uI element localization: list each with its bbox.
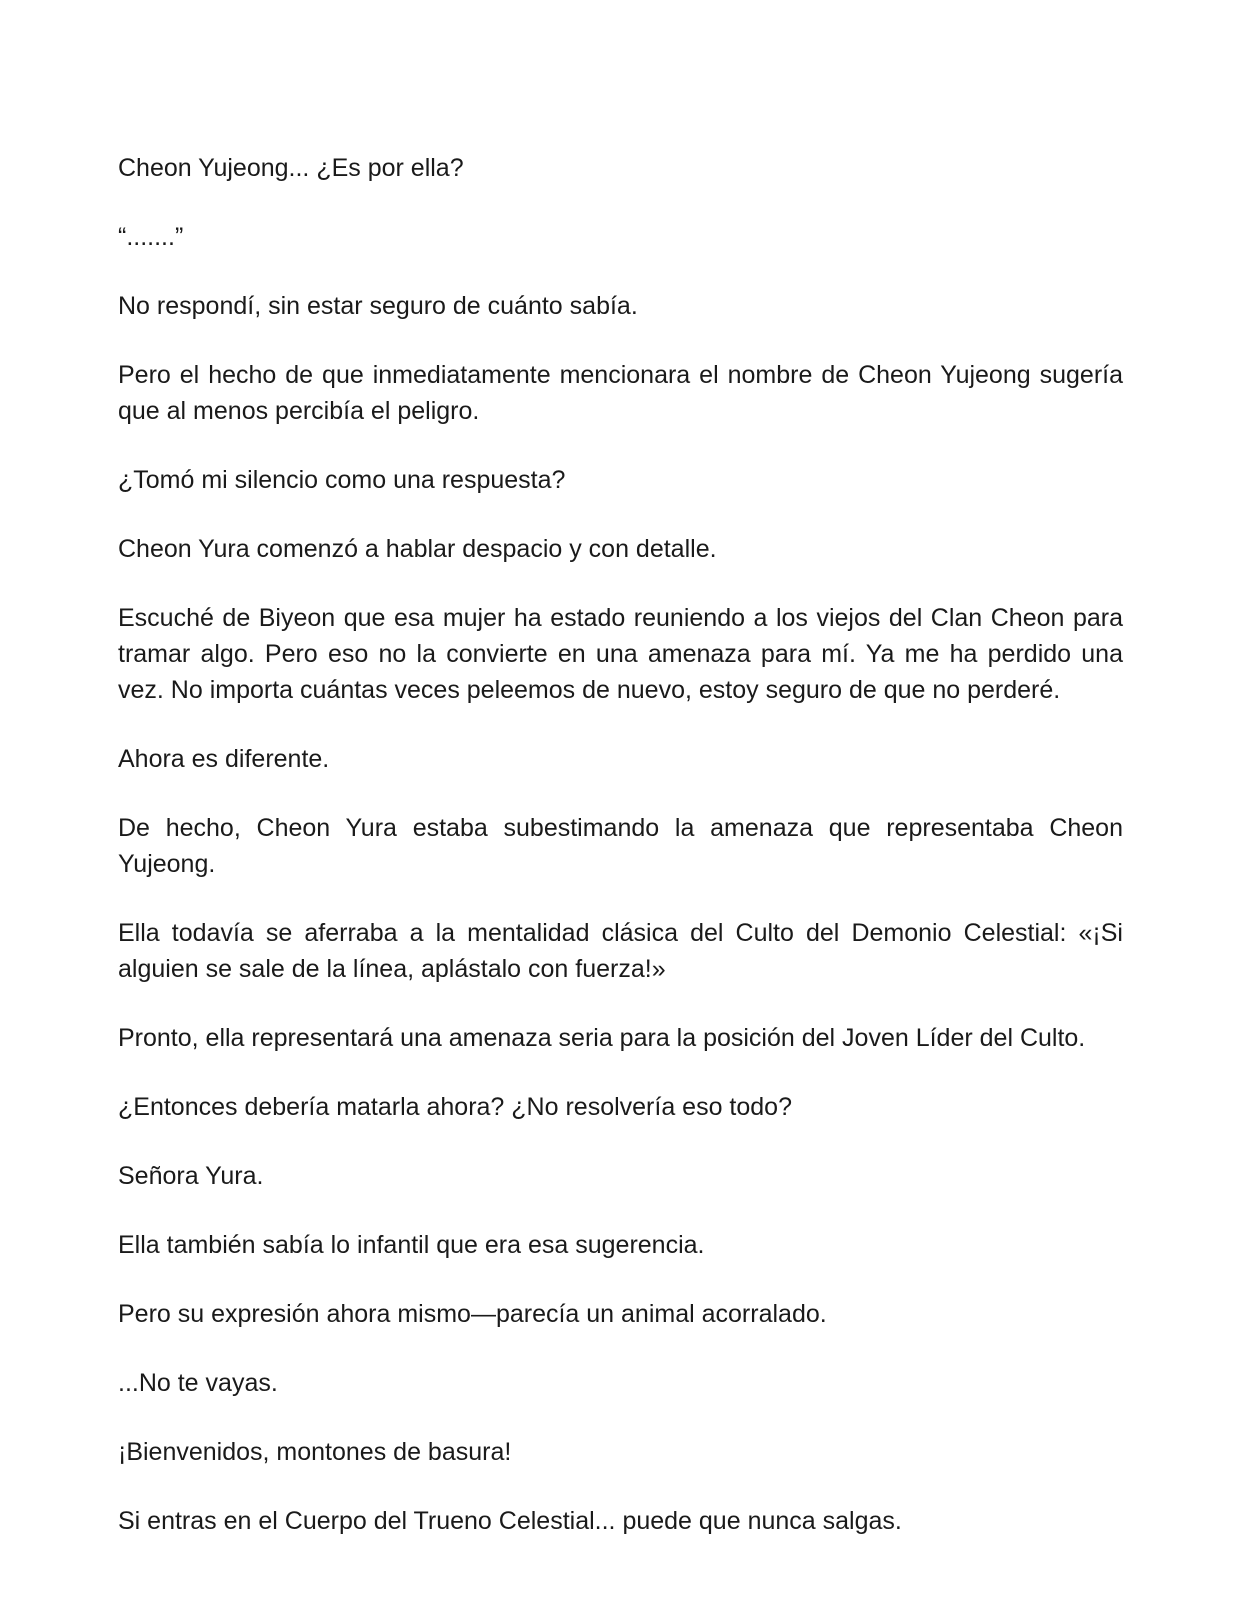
paragraph-4: Pero el hecho de que inmediatamente mencionara el nombre de Cheon Yujeong sugería que al menos percibía el peligro. xyxy=(118,361,1123,425)
document-body xyxy=(118,150,1123,1572)
paragraph-1: Cheon Yujeong... ¿Es por ella? xyxy=(118,154,464,182)
paragraph-8: Ahora es diferente. xyxy=(118,745,330,773)
paragraph-2: “.......” xyxy=(118,223,184,251)
paragraph-17: ¡Bienvenidos, montones de basura! xyxy=(118,1438,512,1466)
paragraph-10: Ella todavía se aferraba a la mentalidad clásica del Culto del Demonio Celestial: «¡Si alguien se sale de la línea, aplástalo con fuerza!» xyxy=(118,919,1123,983)
paragraph-7: Escuché de Biyeon que esa mujer ha estado reuniendo a los viejos del Clan Cheon para tramar algo. Pero eso no la convierte en una amenaza para mí. Ya me ha perdido una vez. No importa cuántas veces peleemos de nuevo, estoy seguro de que no perderé. xyxy=(118,604,1123,704)
paragraph-12: ¿Entonces debería matarla ahora? ¿No resolvería eso todo? xyxy=(118,1093,792,1121)
paragraph-13: Señora Yura. xyxy=(118,1162,264,1190)
paragraph-11: Pronto, ella representará una amenaza seria para la posición del Joven Líder del Culto. xyxy=(118,1024,1086,1052)
paragraph-5: ¿Tomó mi silencio como una respuesta? xyxy=(118,466,566,494)
paragraph-18: Si entras en el Cuerpo del Trueno Celestial... puede que nunca salgas. xyxy=(118,1507,902,1535)
paragraph-3: No respondí, sin estar seguro de cuánto sabía. xyxy=(118,292,638,320)
paragraph-15: Pero su expresión ahora mismo—parecía un animal acorralado. xyxy=(118,1300,827,1328)
paragraph-16: ...No te vayas. xyxy=(118,1369,278,1397)
paragraph-14: Ella también sabía lo infantil que era esa sugerencia. xyxy=(118,1231,705,1259)
paragraph-6: Cheon Yura comenzó a hablar despacio y con detalle. xyxy=(118,535,717,563)
paragraph-9: De hecho, Cheon Yura estaba subestimando la amenaza que representaba Cheon Yujeong. xyxy=(118,814,1123,878)
